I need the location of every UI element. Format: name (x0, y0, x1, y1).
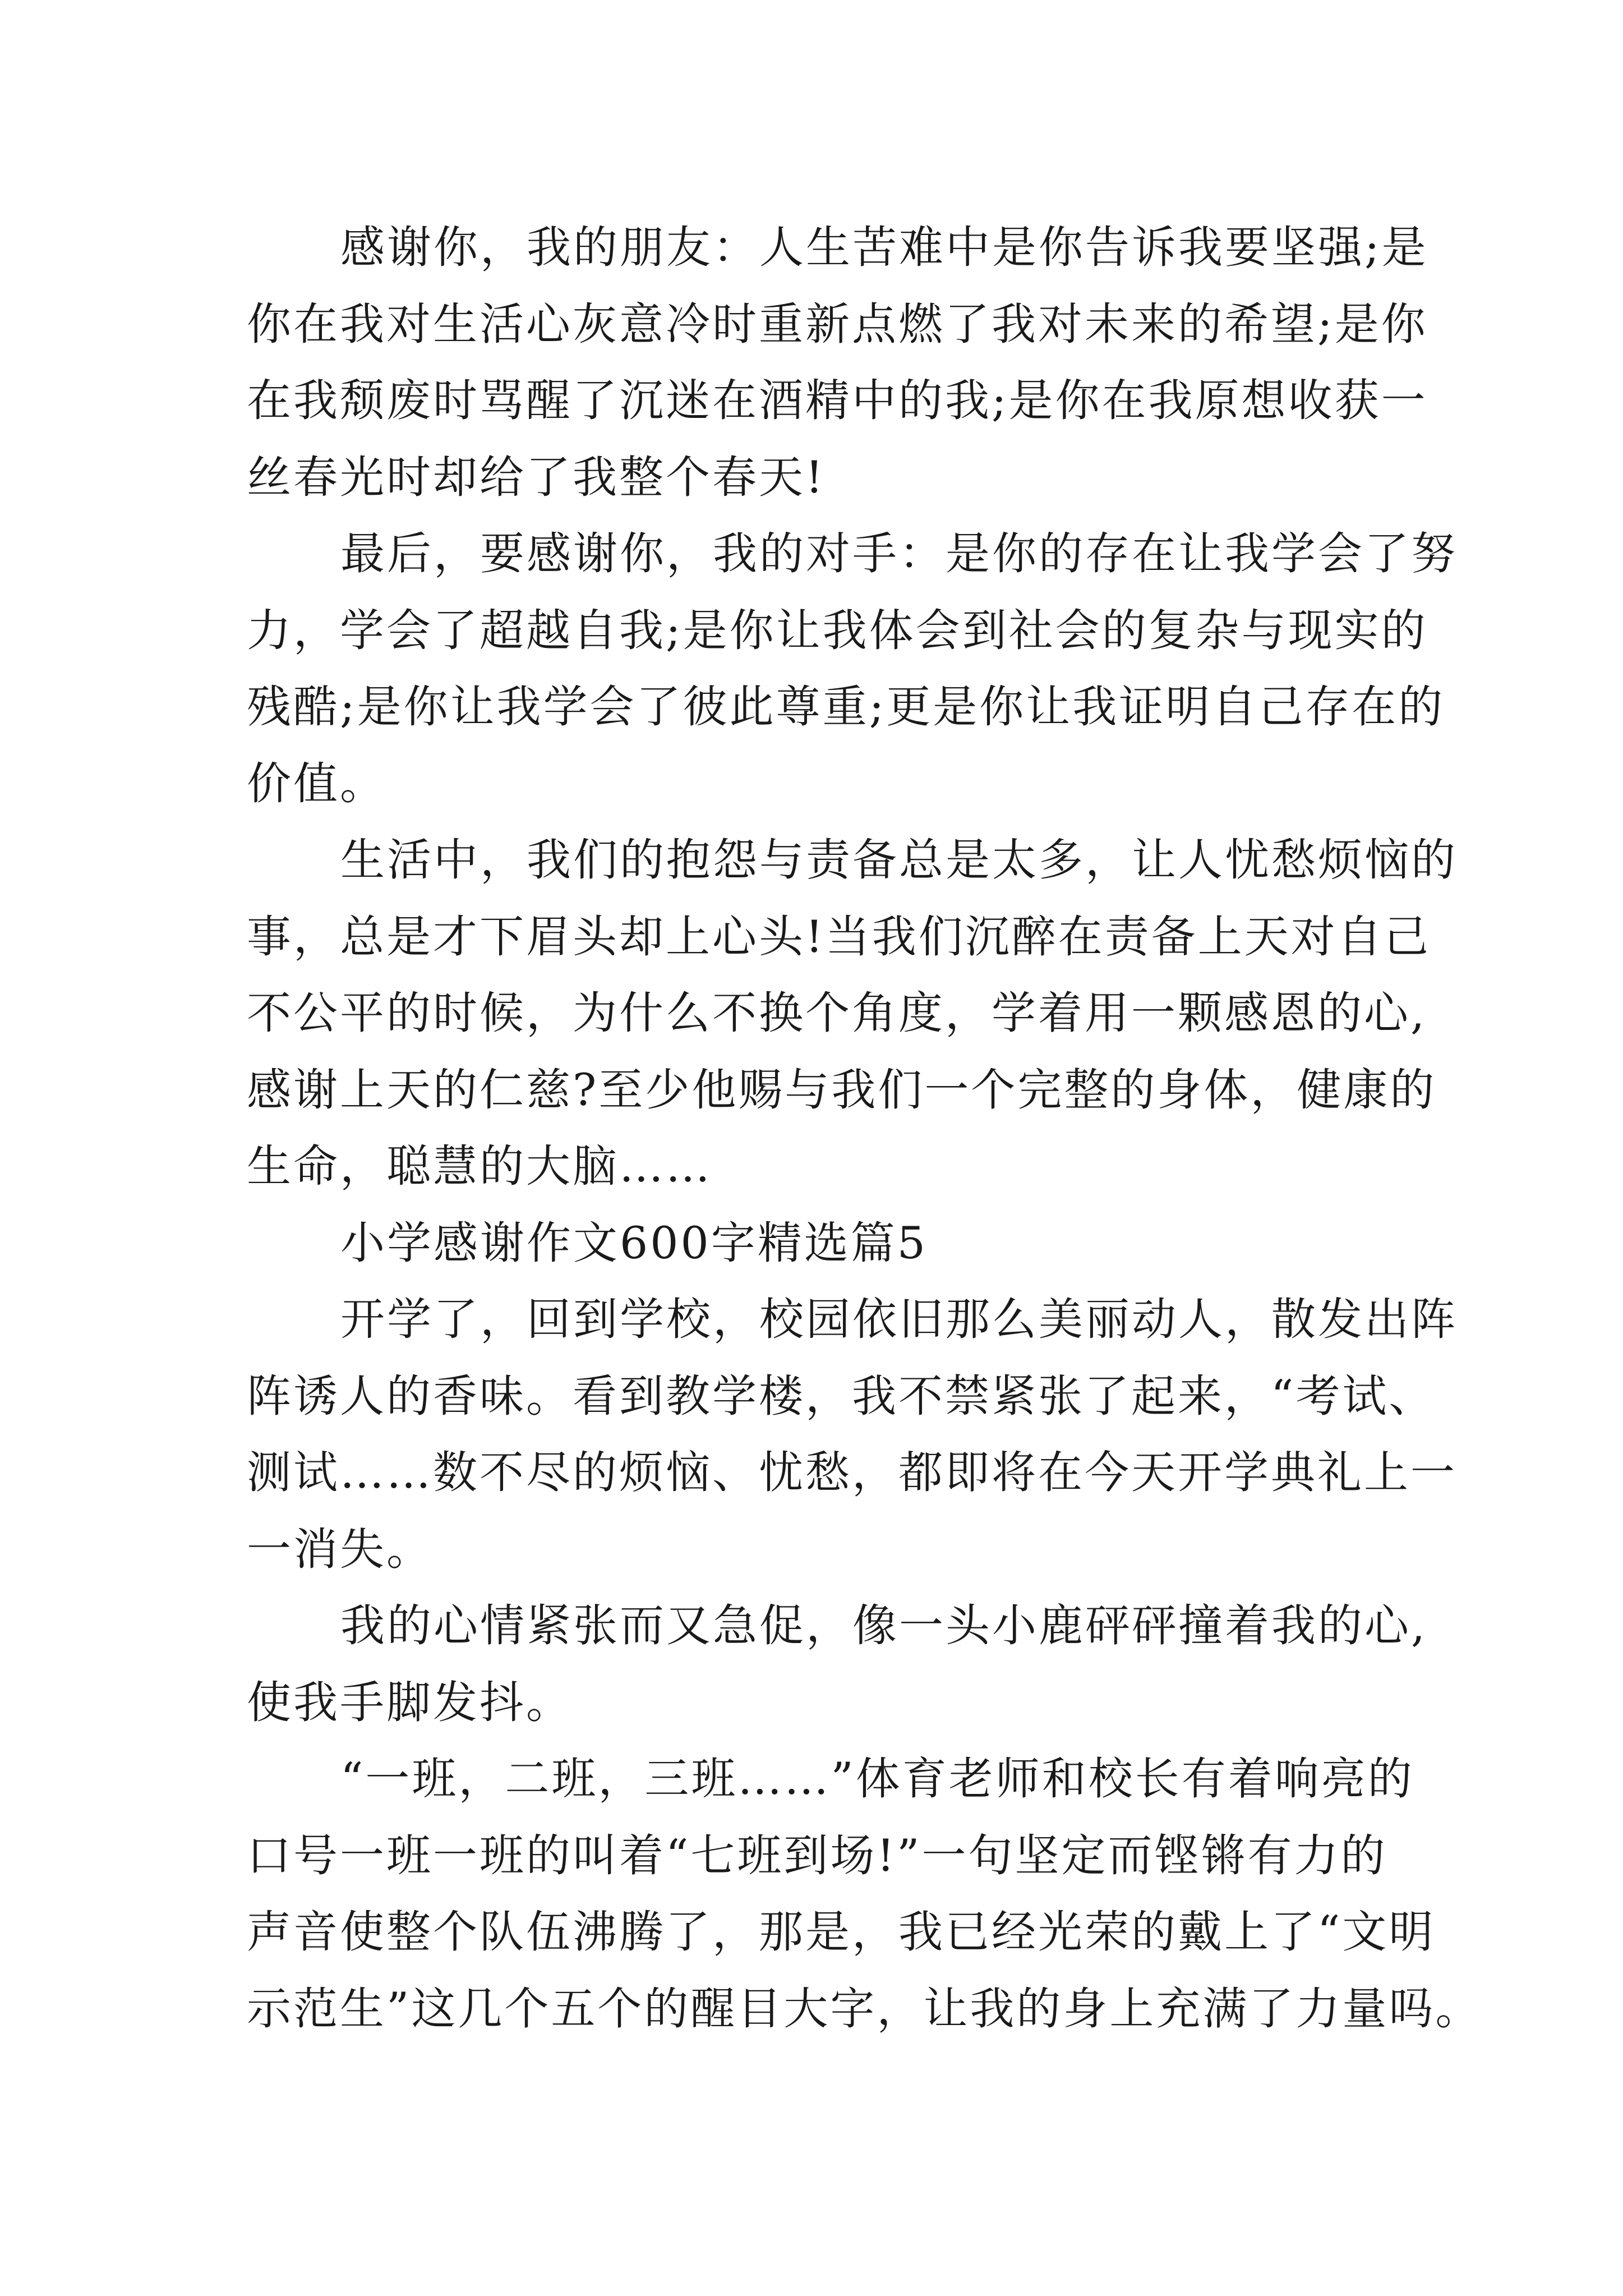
text-line: 生命，聪慧的大脑…… (247, 1140, 712, 1192)
text-line: 最后，要感谢你，我的对手：是你的存在让我学会了努 (340, 528, 1458, 579)
text-line: 感谢上天的仁慈?至少他赐与我们一个完整的身体，健康的 (247, 1064, 1437, 1116)
text-line: 示范生”这几个五个的醒目大字，让我的身上充满了力量吗。 (247, 1983, 1482, 2035)
text-line: 事，总是才下眉头却上心头!当我们沉醉在责备上天对自己 (247, 911, 1431, 963)
text-line: 你在我对生活心灰意冷时重新点燃了我对未来的希望;是你 (247, 298, 1428, 350)
text-line: 我的心情紧张而又急促，像一头小鹿砰砰撞着我的心, (340, 1600, 1428, 1651)
text-line: 口号一班一班的叫着“七班到场!”一句坚定而铿锵有力的 (247, 1830, 1387, 1881)
text-line: 一消失。 (247, 1524, 433, 1575)
text-line: 感谢你，我的朋友：人生苦难中是你告诉我要坚强;是 (340, 222, 1428, 273)
text-line: 残酷;是你让我学会了彼此尊重;更是你让我证明自己存在的 (247, 681, 1445, 733)
text-line: 在我颓废时骂醒了沉迷在酒精中的我;是你在我原想收获一 (247, 375, 1428, 426)
text-line: 力，学会了超越自我;是你让我体会到社会的复杂与现实的 (247, 605, 1428, 656)
text-line: 价值。 (247, 758, 386, 809)
text-line: 使我手脚发抖。 (247, 1677, 573, 1728)
text-line: 测试……数不尽的烦恼、忧愁，都即将在今天开学典礼上一 (247, 1447, 1457, 1498)
text-line: “一班，二班，三班……”体育老师和校长有着响亮的 (340, 1753, 1414, 1805)
text-line: 丝春光时却给了我整个春天! (247, 452, 826, 503)
text-line: 阵诱人的香味。看到教学楼，我不禁紧张了起来，“考试、 (247, 1370, 1436, 1422)
text-line: 声音使整个队伍沸腾了，那是，我已经光荣的戴上了“文明 (247, 1906, 1436, 1958)
text-line: 开学了，回到学校，校园依旧那么美丽动人，散发出阵 (340, 1294, 1458, 1345)
text-line: 不公平的时候，为什么不换个角度，学着用一颗感恩的心, (247, 987, 1427, 1039)
section-heading: 小学感谢作文600字精选篇5 (340, 1217, 928, 1269)
text-line: 生活中，我们的抱怨与责备总是太多，让人忧愁烦恼的 (340, 834, 1458, 886)
